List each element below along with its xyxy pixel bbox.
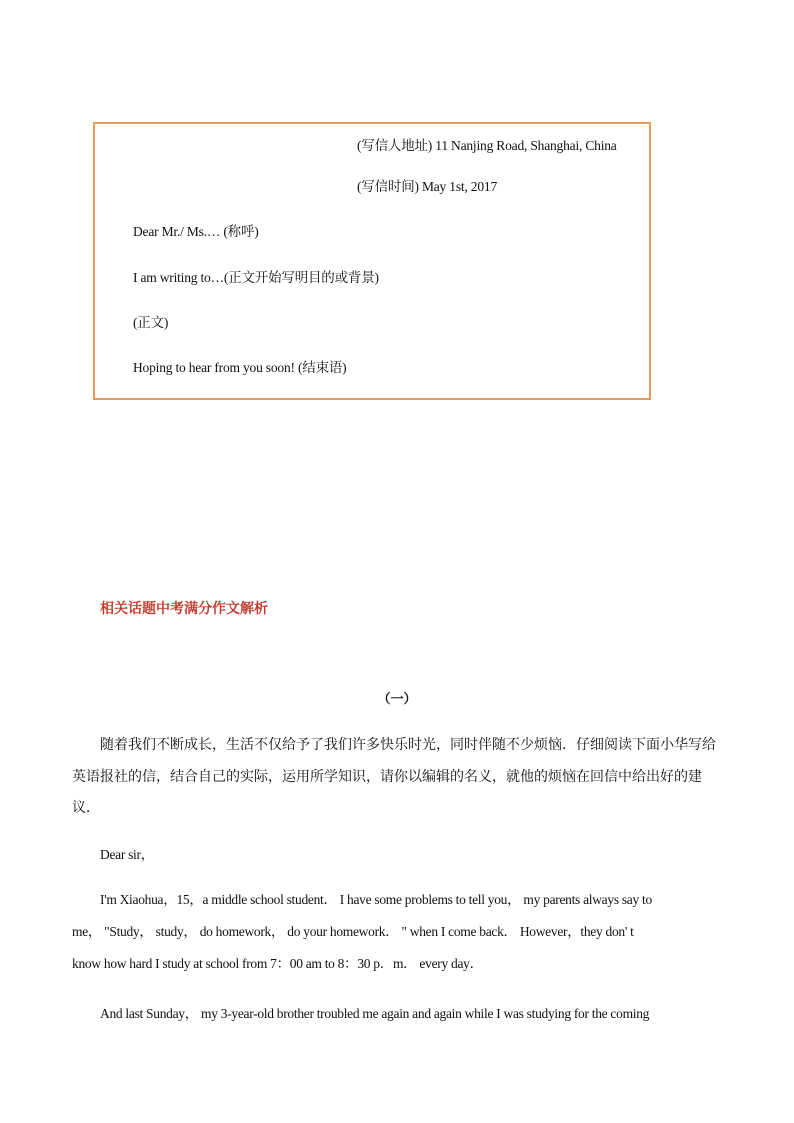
letter-paragraph-line: I'm Xiaohua，15，a middle school student． I have some problems to tell you， my parents always say to [100,892,652,907]
letter-paragraph-line: me， "Study， study， do homework， do your homework． " when I come back． However，they don' t [72,924,634,939]
section-number: （一） [377,692,417,707]
template-address: (写信人地址) 11 Nanjing Road, Shanghai, China [357,138,617,153]
prompt-line: 英语报社的信，结合自己的实际，运用所学知识，请你以编辑的名义，就他的烦恼在回信中给出好的建 [72,769,702,785]
letter-paragraph-line: know how hard I study at school from 7：00 am to 8：30 p．m． every day． [72,956,483,971]
letter-greeting: Dear sir， [100,847,154,862]
prompt-line: 随着我们不断成长，生活不仅给予了我们许多快乐时光，同时伴随不少烦恼．仔细阅读下面小华写给 [100,737,716,753]
template-closing: Hoping to hear from you soon! (结束语) [133,360,347,375]
template-date: (写信时间) May 1st, 2017 [357,179,497,194]
section-heading: 相关话题中考满分作文解析 [100,601,268,617]
template-salutation: Dear Mr./ Ms.… (称呼) [133,224,259,239]
prompt-line: 议． [72,800,100,816]
template-body: (正文) [133,315,169,330]
letter-paragraph-line: And last Sunday， my 3-year-old brother troubled me again and again while I was studying for the coming [100,1006,650,1021]
template-opening: I am writing to…(正文开始写明目的或背景) [133,270,379,285]
